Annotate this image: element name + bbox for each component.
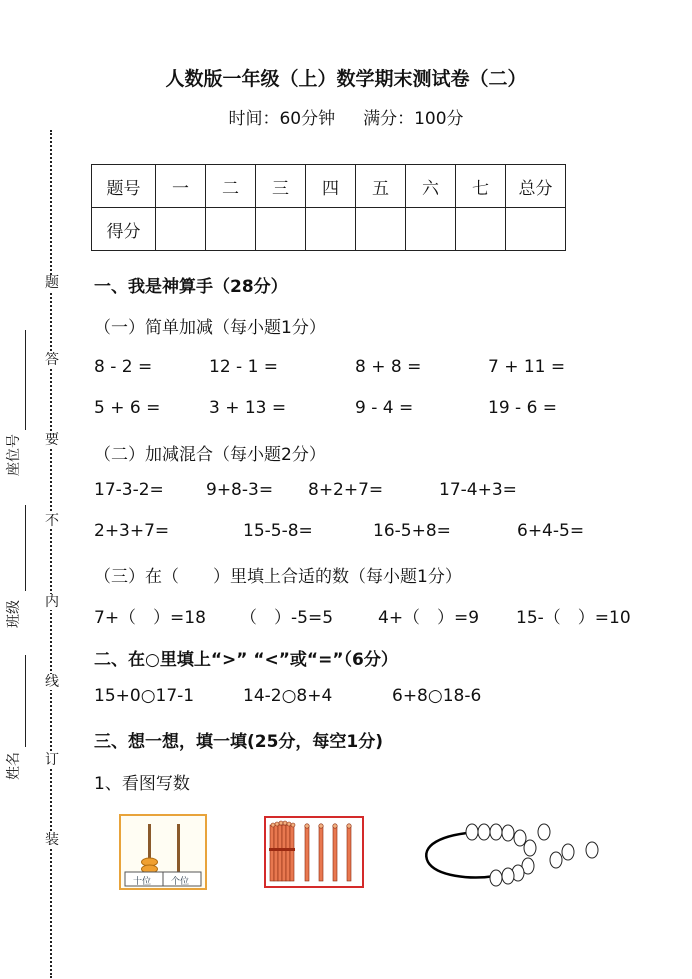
score-cell[interactable] bbox=[406, 208, 456, 251]
score-header-cell: 四 bbox=[306, 165, 356, 208]
fill-blank-item: 7+（ ）=18 bbox=[94, 608, 206, 628]
binding-char: 答 bbox=[45, 352, 59, 368]
binding-char: 要 bbox=[45, 432, 59, 448]
binding-char: 装 bbox=[45, 832, 59, 848]
sticks-drawing bbox=[266, 818, 362, 886]
binding-char: 线 bbox=[45, 674, 59, 690]
section3-heading: 三、想一想，填一填(25分，每空1分) bbox=[94, 732, 384, 752]
equation: 12 - 1 = bbox=[209, 357, 279, 377]
fill-blank-item: （ ）-5=5 bbox=[240, 608, 334, 628]
equation: 8 - 2 = bbox=[94, 357, 153, 377]
class-field[interactable]: 班级 bbox=[6, 600, 22, 628]
bead-string-drawing bbox=[420, 816, 610, 892]
bead-string-picture bbox=[420, 816, 610, 892]
equation: 2+3+7= bbox=[94, 521, 170, 541]
score-cell[interactable] bbox=[256, 208, 306, 251]
abacus-label-tens: 十位 bbox=[133, 877, 152, 887]
seat-underline bbox=[25, 330, 26, 430]
section1-part1-heading: （一）简单加减（每小题1分） bbox=[94, 318, 326, 338]
page-title: 人数版一年级（上）数学期末测试卷（二） bbox=[165, 68, 527, 90]
score-header-cell: 七 bbox=[456, 165, 506, 208]
full-score: 满分：100分 bbox=[363, 109, 464, 129]
score-cell[interactable] bbox=[206, 208, 256, 251]
score-row-label: 得分 bbox=[92, 208, 156, 251]
equation: 19 - 6 = bbox=[488, 398, 558, 418]
score-table-score-row bbox=[92, 208, 566, 251]
equation: 17-3-2= bbox=[94, 480, 164, 500]
name-underline bbox=[25, 655, 26, 747]
equation: 7 + 11 = bbox=[488, 357, 566, 377]
abacus-picture bbox=[119, 814, 207, 890]
section3-q1: 1、看图写数 bbox=[94, 774, 190, 794]
score-header-cell: 题号 bbox=[92, 165, 156, 208]
abacus-label-ones: 个位 bbox=[171, 877, 190, 887]
equation: 8 + 8 = bbox=[355, 357, 422, 377]
exam-info bbox=[0, 104, 692, 129]
score-header-cell: 三 bbox=[256, 165, 306, 208]
fill-blank-item: 4+（ ）=9 bbox=[378, 608, 480, 628]
score-header-cell: 一 bbox=[156, 165, 206, 208]
equation: 6+4-5= bbox=[517, 521, 585, 541]
score-cell[interactable] bbox=[506, 208, 566, 251]
section1-part3-heading: （三）在（ ）里填上合适的数（每小题1分） bbox=[94, 567, 462, 587]
seat-number-field[interactable]: 座位号 bbox=[6, 434, 22, 476]
compare-item: 6+8○18-6 bbox=[392, 686, 482, 706]
sticks-picture bbox=[264, 816, 364, 888]
name-field[interactable]: 姓名 bbox=[6, 752, 22, 780]
score-cell[interactable] bbox=[156, 208, 206, 251]
equation: 17-4+3= bbox=[439, 480, 517, 500]
equation: 15-5-8= bbox=[243, 521, 313, 541]
class-underline bbox=[25, 505, 26, 591]
score-header-cell: 二 bbox=[206, 165, 256, 208]
binding-char: 题 bbox=[45, 275, 59, 291]
score-table bbox=[91, 164, 566, 251]
score-header-cell: 六 bbox=[406, 165, 456, 208]
binding-dotted-line bbox=[50, 130, 52, 978]
equation: 8+2+7= bbox=[308, 480, 384, 500]
binding-char: 订 bbox=[45, 752, 59, 768]
fill-blank-item: 15-（ ）=10 bbox=[516, 608, 631, 628]
equation: 9+8-3= bbox=[206, 480, 274, 500]
score-cell[interactable] bbox=[456, 208, 506, 251]
score-table-header-row bbox=[92, 165, 566, 208]
section2-heading: 二、在○里填上“>” “<”或“=”（6分） bbox=[94, 650, 398, 670]
equation: 9 - 4 = bbox=[355, 398, 414, 418]
compare-item: 14-2○8+4 bbox=[243, 686, 333, 706]
score-cell[interactable] bbox=[356, 208, 406, 251]
score-cell[interactable] bbox=[306, 208, 356, 251]
time-limit: 时间：60分钟 bbox=[228, 109, 336, 129]
binding-char: 内 bbox=[45, 594, 59, 610]
section1-heading: 一、我是神算手（28分） bbox=[94, 277, 288, 297]
equation: 3 + 13 = bbox=[209, 398, 287, 418]
compare-item: 15+0○17-1 bbox=[94, 686, 195, 706]
binding-char: 不 bbox=[45, 513, 59, 529]
section1-part2-heading: （二）加减混合（每小题2分） bbox=[94, 445, 326, 465]
score-header-cell: 五 bbox=[356, 165, 406, 208]
score-header-cell: 总分 bbox=[506, 165, 566, 208]
equation: 16-5+8= bbox=[373, 521, 451, 541]
equation: 5 + 6 = bbox=[94, 398, 161, 418]
